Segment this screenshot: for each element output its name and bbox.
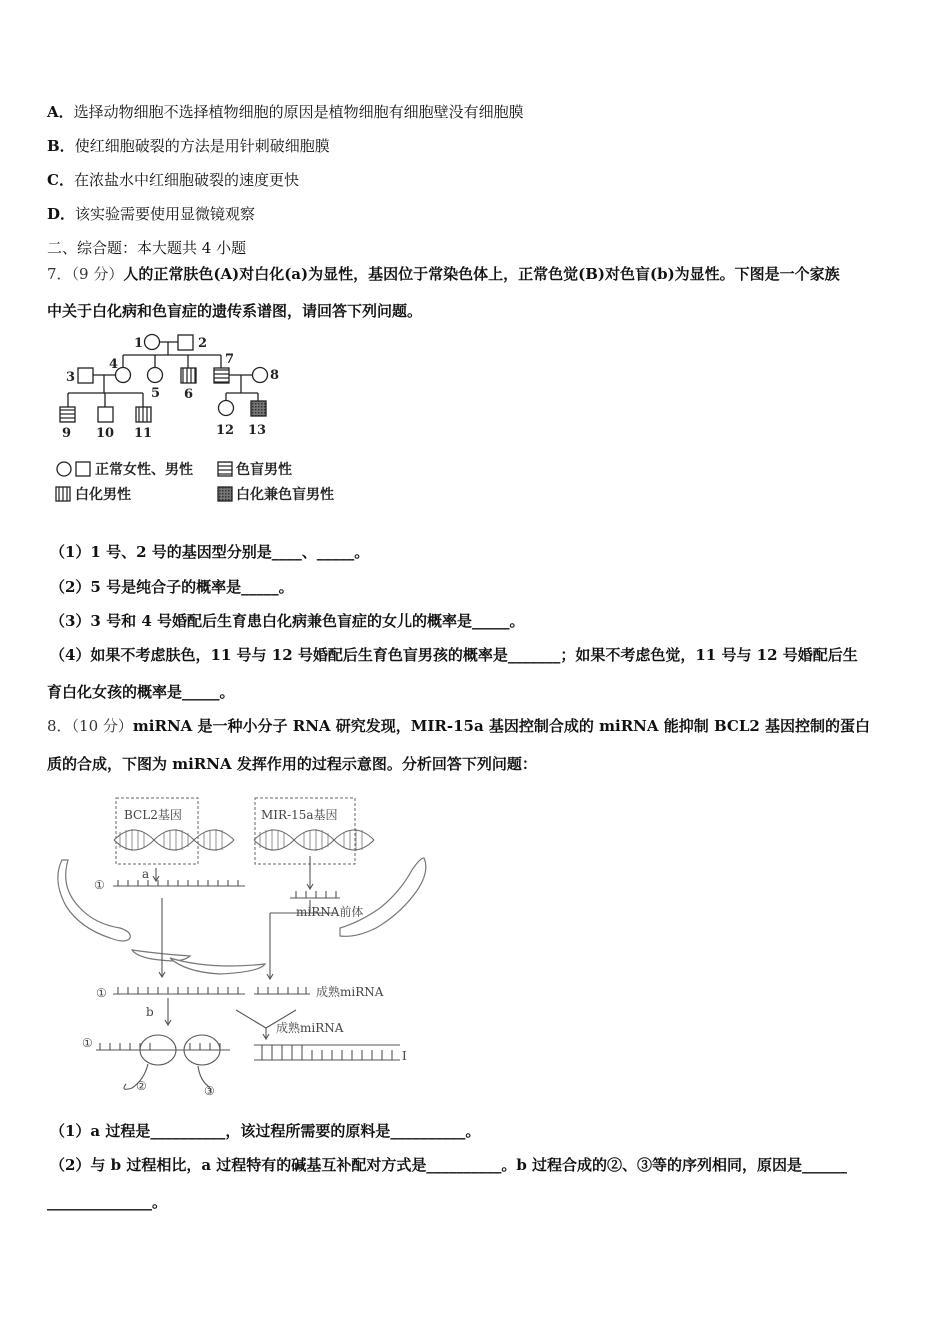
q7-stem: 人的正常肤色(A)对白化(a)为显性，基因位于常染色体上，正常色觉(B)对色盲(b)为显性。下图是一个家族 — [123, 265, 840, 283]
roman-numeral: I — [402, 1049, 407, 1063]
mature-mirna-1: 成熟miRNA — [316, 985, 384, 999]
individual-10 — [98, 407, 113, 422]
q8-sub-1: （1）a 过程是__________，该过程所需要的原料是__________。 — [50, 1122, 481, 1140]
q7-sub-3: （3）3 号和 4 号婚配后生育患白化病兼色盲症的女儿的概率是_____。 — [50, 612, 525, 630]
label-6: 6 — [184, 387, 194, 402]
q8-stem: miRNA 是一种小分子 RNA 研究发现，MIR-15a 基因控制合成的 miRNA 能抑制 BCL2 基因控制的蛋白 — [132, 717, 871, 735]
individual-12 — [219, 401, 234, 416]
q7-stem-line1 — [47, 264, 840, 284]
label-11: 11 — [134, 426, 153, 441]
gene-bcl2-label: BCL2基因 — [124, 808, 182, 822]
label-1: 1 — [134, 336, 144, 351]
individual-2 — [178, 335, 193, 350]
individual-5 — [148, 368, 163, 383]
option-text: 在浓盐水中红细胞破裂的速度更快 — [73, 171, 299, 189]
circle-2: ② — [136, 1079, 147, 1093]
option-text: 使红细胞破裂的方法是用针刺破细胞膜 — [74, 137, 330, 155]
label-2: 2 — [198, 336, 208, 351]
option-letter: C． — [47, 171, 74, 189]
option-letter: D． — [47, 205, 76, 223]
individual-13 — [251, 401, 266, 416]
label-5: 5 — [151, 386, 161, 401]
pedigree-chart — [45, 328, 365, 513]
label-9: 9 — [62, 426, 72, 441]
q7-sub-4: （4）如果不考虑肤色，11 号与 12 号婚配后生育色盲男孩的概率是_______；如果不考虑色觉，11 号与 12 号婚配后生 — [50, 646, 858, 664]
option-letter: B． — [47, 137, 75, 155]
q7-number: 7． — [47, 265, 72, 283]
circle-1-mid: ① — [96, 986, 107, 1000]
option-c — [47, 170, 299, 190]
mirna-diagram — [40, 788, 440, 1106]
circle-3: ③ — [204, 1084, 215, 1098]
option-b — [47, 136, 330, 156]
q8-points: （10 分） — [71, 717, 133, 735]
mature-mirna-2: 成熟miRNA — [276, 1021, 344, 1035]
label-4: 4 — [109, 357, 119, 372]
individual-9 — [60, 407, 75, 422]
circle-1-bottom: ① — [82, 1036, 93, 1050]
q8-number: 8． — [47, 717, 72, 735]
individual-6 — [181, 368, 196, 383]
option-d — [47, 204, 255, 224]
q8-sub-2: （2）与 b 过程相比，a 过程特有的碱基互补配对方式是__________。b 过程合成的②、③等的序列相同，原因是______ — [50, 1156, 848, 1174]
legend-colorblind: 色盲男性 — [236, 462, 292, 478]
q7-sub-4-cont: 育白化女孩的概率是_____。 — [47, 683, 235, 701]
option-text: 选择动物细胞不选择植物细胞的原因是植物细胞有细胞壁没有细胞膜 — [73, 103, 524, 121]
label-12: 12 — [216, 423, 235, 438]
individual-11 — [136, 407, 151, 422]
individual-3 — [78, 368, 93, 383]
label-8: 8 — [270, 368, 280, 383]
legend-albino: 白化男性 — [75, 487, 131, 503]
q8-stem-line2: 质的合成，下图为 miRNA 发挥作用的过程示意图。分析回答下列问题： — [47, 755, 537, 773]
label-3: 3 — [66, 370, 76, 385]
process-b-label: b — [146, 1005, 154, 1019]
q8-stem-line1 — [47, 716, 870, 736]
option-text: 该实验需要使用显微镜观察 — [75, 205, 256, 223]
label-13: 13 — [248, 423, 267, 438]
individual-8 — [253, 368, 268, 383]
process-a-label: a — [142, 867, 150, 881]
q7-sub-2: （2）5 号是纯合子的概率是_____。 — [50, 578, 294, 596]
q7-stem-line2: 中关于白化病和色盲症的遗传系谱图，请回答下列问题。 — [47, 302, 423, 320]
q7-points: （9 分） — [71, 265, 124, 283]
individual-1 — [145, 335, 160, 350]
option-a — [47, 102, 524, 122]
option-letter: A． — [47, 103, 74, 121]
gene-mir15a-label: MIR-15a基因 — [261, 808, 338, 822]
q8-sub-2-cont: ______________。 — [47, 1193, 168, 1211]
label-10: 10 — [96, 426, 115, 441]
precursor-label: miRNA前体 — [296, 905, 364, 919]
circle-1-top: ① — [94, 878, 105, 892]
q7-sub-1: （1）1 号、2 号的基因型分别是____、_____。 — [50, 543, 370, 561]
legend-both: 白化兼色盲男性 — [236, 487, 334, 503]
label-7: 7 — [225, 352, 235, 367]
legend-normal: 正常女性、男性 — [95, 462, 193, 478]
section-title: 二、综合题：本大题共 4 小题 — [47, 239, 247, 257]
individual-7 — [214, 368, 229, 383]
